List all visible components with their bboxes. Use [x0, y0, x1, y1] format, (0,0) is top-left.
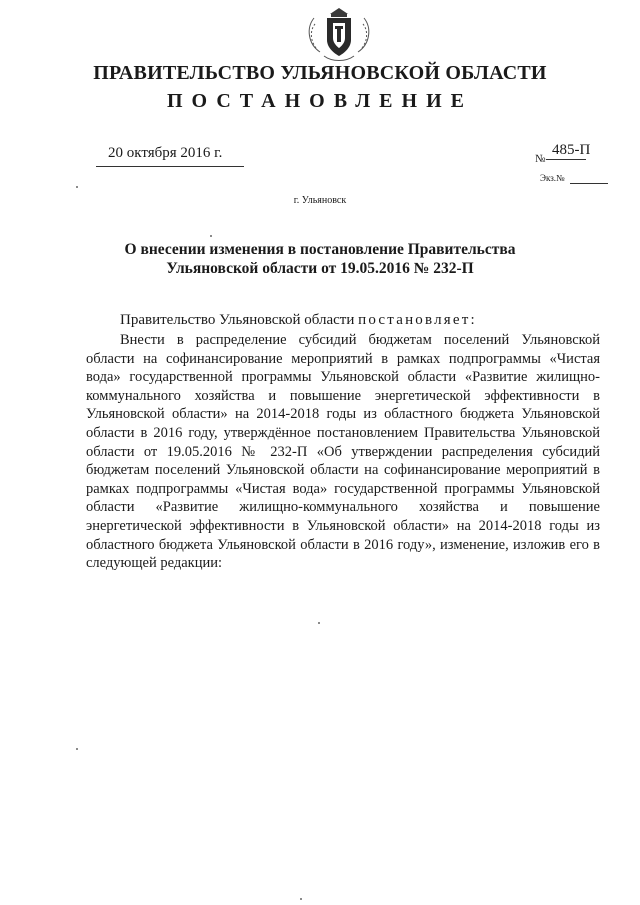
- number-sign: №: [535, 153, 546, 165]
- scan-speck: [76, 748, 78, 750]
- intro-lead: Правительство Ульяновской области: [120, 312, 355, 328]
- intro-line: [120, 312, 477, 329]
- scan-speck: [318, 622, 320, 624]
- title-line-2: Ульяновской области от 19.05.2016 № 232-П: [166, 260, 474, 277]
- scan-speck: [210, 235, 212, 237]
- title-line-1: О внесении изменения в постановление Правительства: [124, 241, 516, 258]
- document-date: 20 октября 2016 г.: [108, 145, 223, 161]
- city-name: г. Ульяновск: [293, 195, 347, 206]
- date-underline: [96, 166, 244, 167]
- document-title: [100, 240, 540, 278]
- document-type: ПОСТАНОВЛЕНИЕ: [167, 90, 473, 112]
- intro-verb: постановляет:: [358, 312, 477, 328]
- scan-speck: [300, 898, 302, 900]
- scan-speck: [76, 186, 78, 188]
- body-paragraph: Внести в распределение субсидий бюджетам поселений Ульяновской области на софинансирование мероприятий в рамках подпрограммы «Чистая вода» государственной программы Ульяновской области «Развитие жилищно-коммунального хозяйства и повышение энергетической эффективности в Ульяновской области» на 2014-2018 годы из областного бюджета Ульяновской области в 2016 году, утверждённое постановлением Правительства Ульяновской области от 19.05.2016 № 232-П «Об утверждении распределения субсидий бюджетам поселений Ульяновской области на софинансирование мероприятий в рамках подпрограммы «Чистая вода» государственной программы Ульяновской области «Развитие жилищно-коммунального хозяйства и повышение энергетической эффективности в Ульяновской области» на 2014-2018 годы из областного бюджета Ульяновской области в 2016 году», изменение, изложив его в следующей редакции:: [86, 332, 600, 572]
- copy-number-label: Экз.№: [540, 173, 565, 183]
- copy-number-underline: [570, 183, 608, 184]
- number-underline: [546, 159, 586, 160]
- document-number: 485-П: [552, 142, 591, 158]
- coat-of-arms-emblem-icon: [300, 4, 378, 66]
- organization-name: ПРАВИТЕЛЬСТВО УЛЬЯНОВСКОЙ ОБЛАСТИ: [93, 62, 547, 84]
